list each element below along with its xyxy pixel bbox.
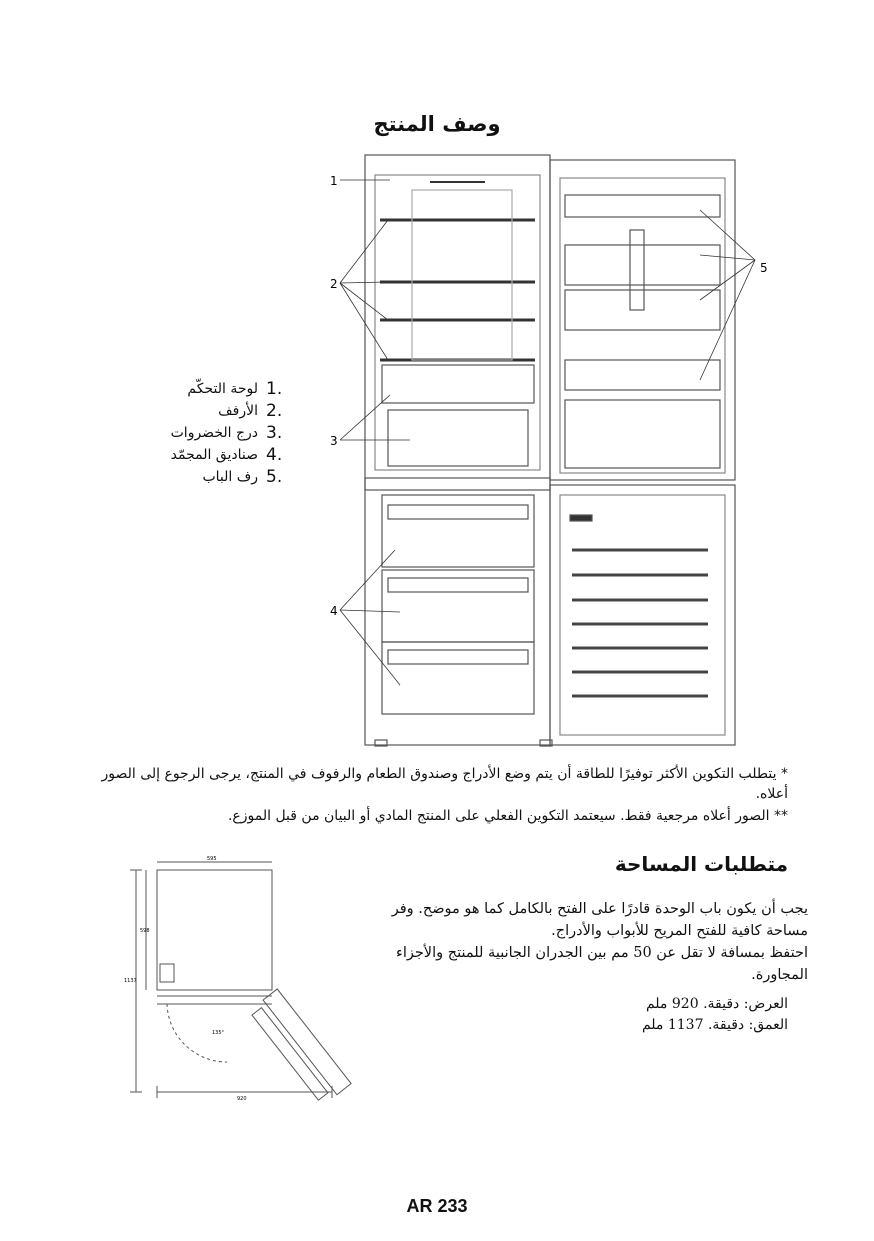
parts-list <box>140 378 290 488</box>
dim-top: 595 <box>207 856 217 862</box>
space-paragraph-1: يجب أن يكون باب الوحدة قادرًا على الفتح بالكامل كما هو موضح. وفر مساحة كافية للفتح المريح للأبواب والأدراج. <box>391 901 808 939</box>
fridge-diagram <box>320 150 790 755</box>
dim-angle: 135° <box>212 1030 225 1036</box>
page-title: وصف المنتج <box>373 112 501 136</box>
callout-3: 3 <box>330 434 338 448</box>
callout-4: 4 <box>330 604 338 618</box>
space-diagram <box>122 852 354 1102</box>
dim-bottom: 920 <box>237 1096 247 1102</box>
list-item: درج الخضروات 3. <box>170 423 283 443</box>
page-number: AR 233 <box>406 1196 468 1216</box>
dim-side: 598 <box>140 928 150 934</box>
note-2: ** الصور أعلاه مرجعية فقط. سيعتمد التكوين الفعلي على المنتج المادي أو البيان من قبل الموزع. <box>227 808 788 824</box>
list-item: صناديق المجمّد 4. <box>170 445 283 465</box>
callout-5: 5 <box>760 261 768 275</box>
space-paragraph-2: احتفظ بمسافة لا تقل عن 50 مم بين الجدران الجانبية للمنتج والأجزاء المجاورة. <box>396 945 808 983</box>
list-item: الأرفف 2. <box>218 401 283 421</box>
section-title: متطلبات المساحة <box>614 852 788 876</box>
dim-height: 1137 <box>124 978 137 984</box>
cabinet-outline <box>365 155 550 745</box>
min-width: العرض: دقيقة. 920 ملم <box>645 996 788 1012</box>
callout-1: 1 <box>330 174 338 188</box>
list-item: رف الباب 5. <box>202 467 283 487</box>
min-depth: العمق: دقيقة. 1137 ملم <box>641 1017 788 1033</box>
note-1: * يتطلب التكوين الأكثر توفيرًا للطاقة أن يتم وضع الأدراج وصندوق الطعام والرفوف في المنتج، يرجى الرجوع إلى الصور أعلاه. <box>101 766 788 802</box>
list-item: لوحة التحكّم 1. <box>187 379 283 399</box>
callout-2: 2 <box>330 277 338 291</box>
